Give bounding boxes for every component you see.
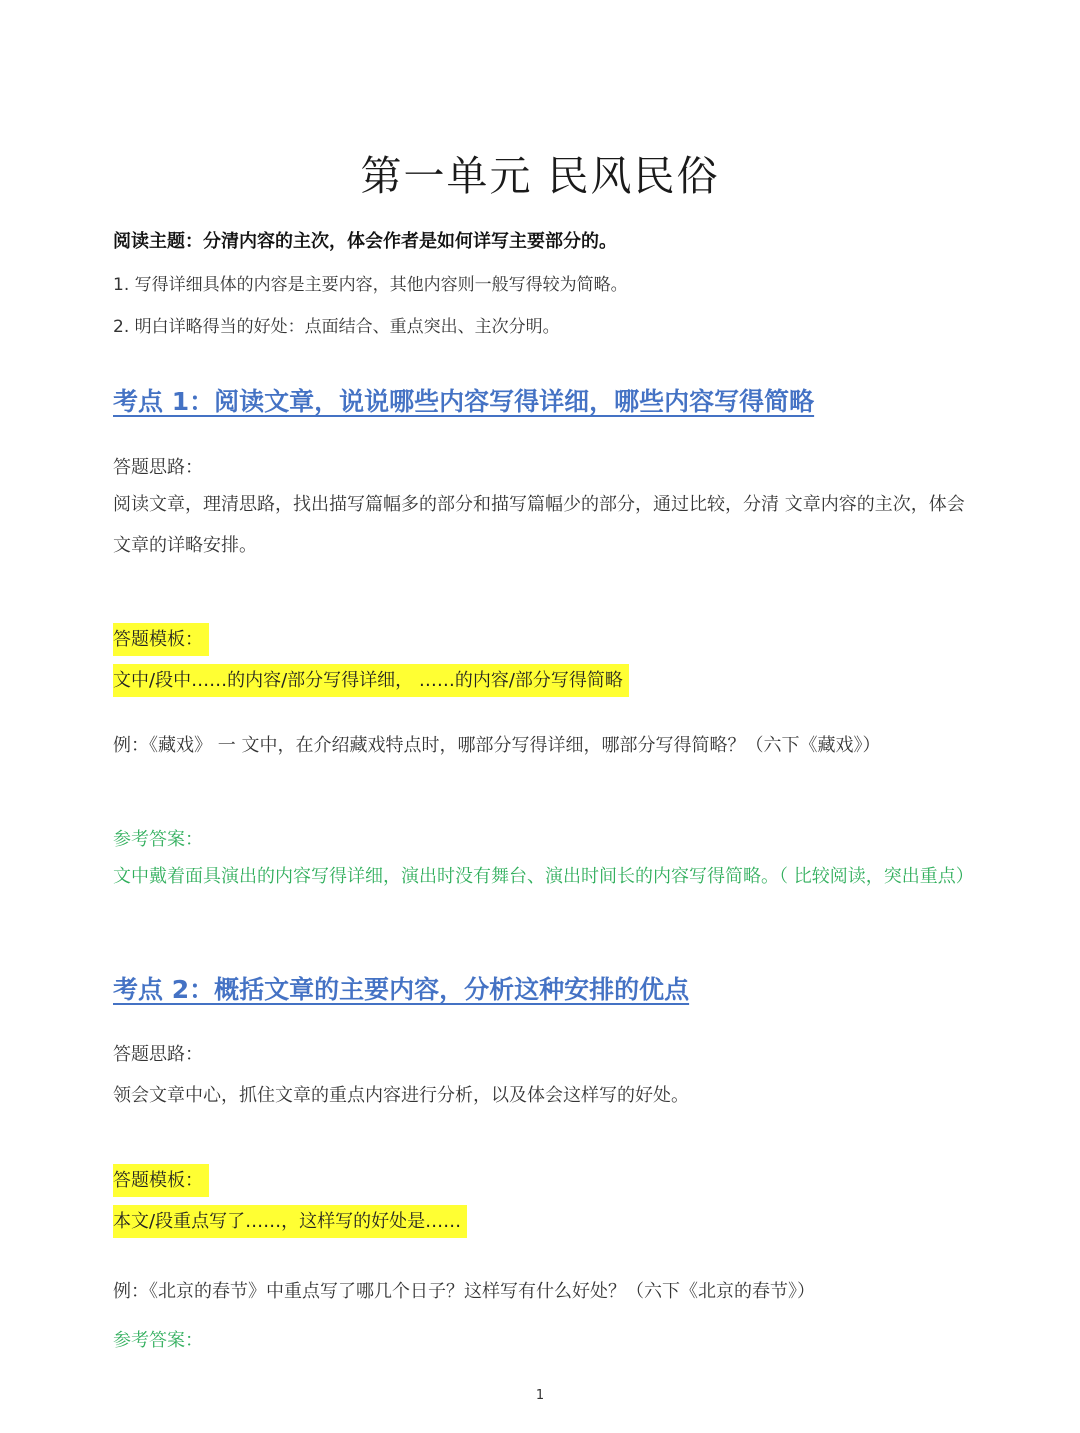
- page-title: 第一单元 民风民俗: [360, 152, 720, 200]
- section2-template-wrap: [113, 1207, 467, 1233]
- section2-approach-text: 领会文章中心，抓住文章的重点内容进行分析，以及体会这样写的好处。: [113, 1085, 689, 1106]
- point-2: 2. 明白详略得当的好处：点面结合、重点突出、主次分明。: [113, 317, 560, 337]
- point-1: 1. 写得详细具体的内容是主要内容，其他内容则一般写得较为简略。: [113, 275, 628, 295]
- section1-approach-text: 阅读文章，理清思路，找出描写篇幅多的部分和描写篇幅少的部分，通过比较，分清 文章内容的主次，体会文章的详略安排。: [113, 494, 965, 556]
- section2-template-text: 本文/段重点写了……，这样写的好处是……: [113, 1205, 467, 1238]
- section1-template-label: 答题模板：: [113, 623, 209, 656]
- reading-theme: 阅读主题：分清内容的主次，体会作者是如何详写主要部分的。: [113, 231, 617, 252]
- section1-template-text: 文中/段中……的内容/部分写得详细， ……的内容/部分写得简略: [113, 664, 629, 697]
- section2-approach-label: 答题思路：: [113, 1044, 203, 1065]
- section1-heading: [113, 382, 844, 418]
- section1-approach-label: 答题思路：: [113, 457, 203, 478]
- section1-template-label-wrap: [113, 625, 209, 651]
- section1-template-wrap: [113, 666, 629, 692]
- section2-heading-text: 考点 2：概括文章的主要内容，分析这种安排的优点: [113, 975, 690, 1004]
- section1-example: 例：《藏戏》 一 文中，在介绍藏戏特点时，哪部分写得详细，哪部分写得简略？（六下《藏戏》）: [113, 735, 881, 756]
- section1-heading-text: 考点 1：阅读文章，说说哪些内容写得详细，哪些内容写得简略: [113, 387, 815, 416]
- section2-template-label-wrap: [113, 1166, 209, 1192]
- section2-heading: [113, 970, 689, 1006]
- section2-example: 例：《北京的春节》中重点写了哪几个日子？这样写有什么好处？（六下《北京的春节》）: [113, 1281, 815, 1302]
- section2-answer-label: 参考答案：: [113, 1330, 203, 1351]
- section1-answer-text: 文中戴着面具演出的内容写得详细，演出时没有舞台、演出时间长的内容写得简略。（ 比较阅读，突出重点）: [113, 866, 974, 887]
- page-number: 1: [535, 1388, 545, 1403]
- section2-template-label: 答题模板：: [113, 1164, 209, 1197]
- section1-answer-label: 参考答案：: [113, 829, 203, 850]
